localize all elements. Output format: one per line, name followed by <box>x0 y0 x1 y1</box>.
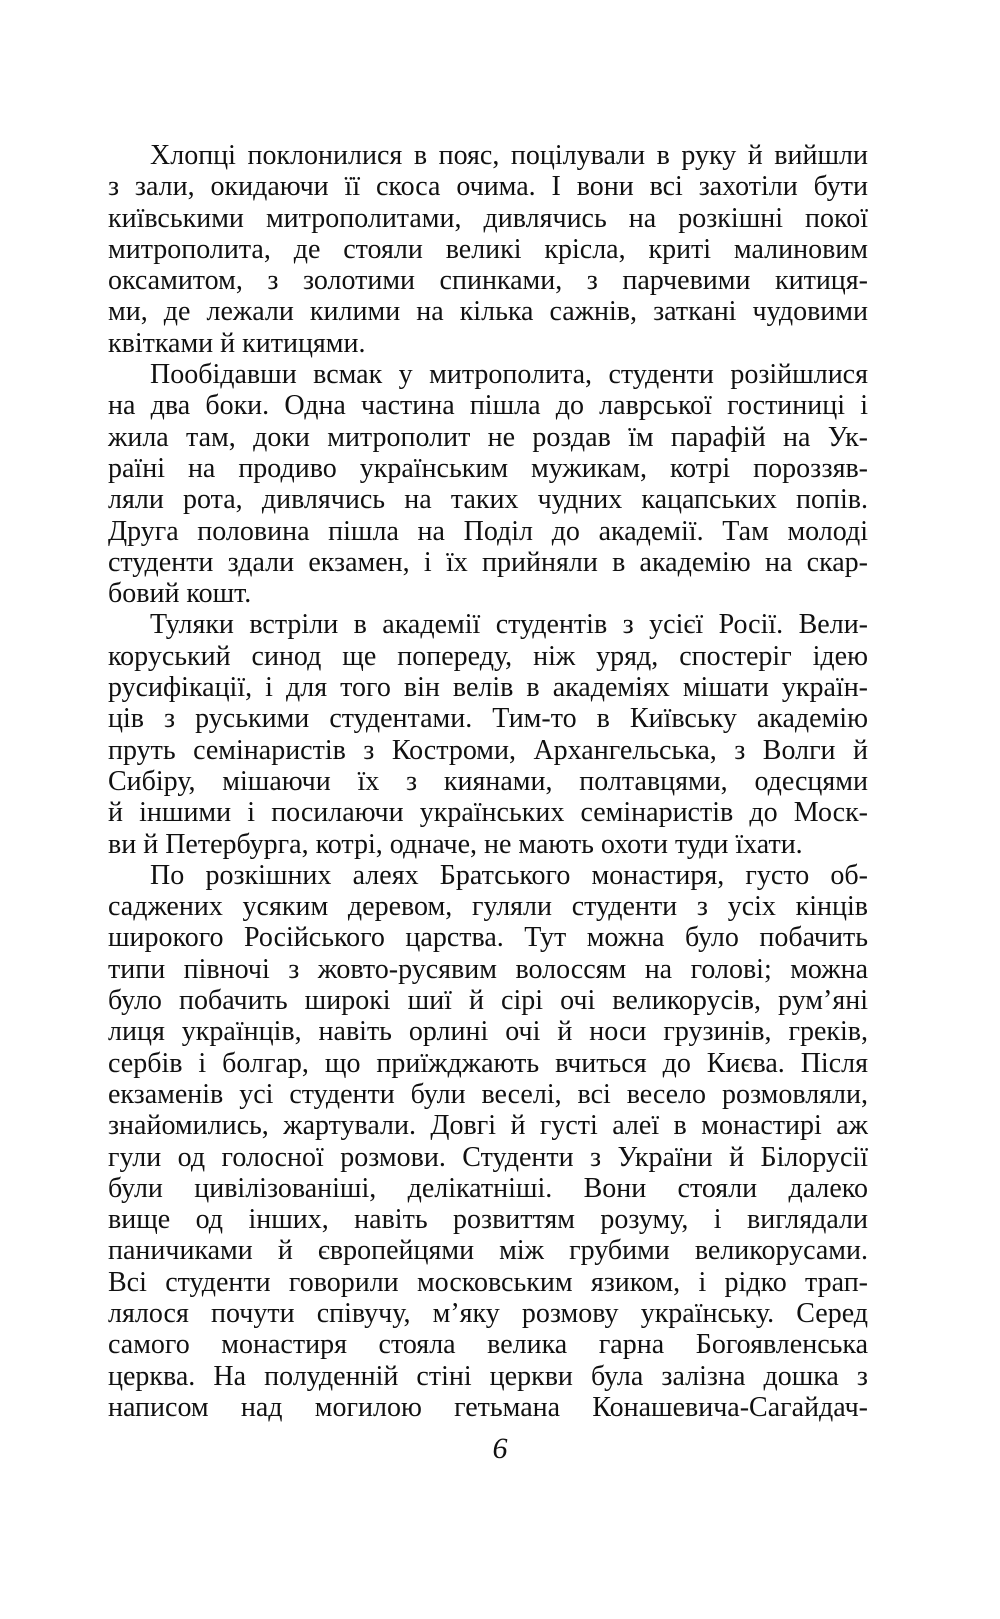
text-line: з зали, окидаючи її скоса очима. І вони всі захотіли бути <box>108 171 868 203</box>
text-line: й іншими і посилаючи українських семінаристів до Моск- <box>108 797 868 829</box>
text-line: широкого Російського царства. Тут можна було побачить <box>108 922 868 954</box>
text-line: сербів і болгар, що приїжджають вчиться до Києва. Після <box>108 1047 868 1079</box>
text-line: квітками й китицями. <box>108 327 366 359</box>
text-line: русифікації, і для того він велів в академіях мішати україн- <box>108 672 868 704</box>
text-line: пруть семінаристів з Костроми, Архангельська, з Волги й <box>108 734 868 766</box>
text-line: ви й Петербурга, котрі, одначе, не мають охоти туди їхати. <box>108 828 803 860</box>
text-line: митрополита, де стояли великі крісла, криті малиновим <box>108 233 868 265</box>
paragraph <box>108 140 868 359</box>
text-line: бовий кошт. <box>108 578 252 610</box>
text-line: гули од голосної розмови. Студенти з України й Білорусії <box>108 1141 868 1173</box>
text-line: на два боки. Одна частина пішла до лаврської гостиниці і <box>108 390 868 422</box>
text-line: Всі студенти говорили московським язиком, і рідко трап- <box>108 1266 868 1298</box>
body-text <box>108 140 868 1423</box>
text-line: раїні на продиво українським мужикам, котрі пороззяв- <box>108 452 868 484</box>
text-line: ми, де лежали килими на кілька сажнів, заткані чудовими <box>108 296 868 328</box>
text-line: лялося почути співучу, м’яку розмову українську. Серед <box>108 1297 868 1329</box>
page-number: 6 <box>492 1432 508 1465</box>
text-line: були цивілізованіші, делікатніші. Вони стояли далеко <box>108 1172 868 1204</box>
text-line: самого монастиря стояла велика гарна Богоявленська <box>108 1329 868 1361</box>
paragraph <box>108 860 868 1423</box>
text-line: По розкішних алеях Братського монастиря, густо об- <box>150 859 868 891</box>
text-line: Друга половина пішла на Поділ до академії. Там молоді <box>108 515 868 547</box>
text-line: жила там, доки митрополит не роздав їм парафій на Ук- <box>108 421 868 453</box>
text-line: паничиками й європейцями між грубими великорусами. <box>108 1235 868 1267</box>
text-line: коруський синод ще попереду, ніж уряд, спостеріг ідею <box>108 640 868 672</box>
text-line: Сибіру, мішаючи їх з киянами, полтавцями, одесцями <box>108 765 868 797</box>
text-line: студенти здали екзамен, і їх прийняли в академію на скар- <box>108 546 868 578</box>
text-line: церква. На полуденній стіні церкви була залізна дошка з <box>108 1360 868 1392</box>
text-line: типи півночі з жовто-русявим волоссям на голові; можна <box>108 953 868 985</box>
text-line: Хлопці поклонилися в пояс, поцілували в руку й вийшли <box>150 140 868 171</box>
text-line: лиця українців, навіть орлині очі й носи грузинів, греків, <box>108 1016 868 1048</box>
paragraph <box>108 359 868 609</box>
text-line: ляли рота, дивлячись на таких чудних кацапських попів. <box>108 484 868 516</box>
text-line: Туляки встріли в академії студентів з усієї Росії. Вели- <box>150 609 868 641</box>
text-line: київськими митрополитами, дивлячись на розкішні покої <box>108 202 868 234</box>
text-line: саджених усяким деревом, гуляли студенти з усіх кінців <box>108 891 868 923</box>
paragraph <box>108 609 868 859</box>
text-line: знайомились, жартували. Довгі й густі алеї в монастирі аж <box>108 1110 868 1142</box>
text-line: вище од інших, навіть розвиттям розуму, і виглядали <box>108 1204 868 1236</box>
text-line: Пообідавши всмак у митрополита, студенти розійшлися <box>150 359 868 391</box>
text-line: ців з руськими студентами. Тим-то в Київську академію <box>108 703 868 735</box>
text-line: написом над могилою гетьмана Конашевича-Сагайдач- <box>108 1391 868 1423</box>
text-line: оксамитом, з золотими спинками, з парчевими китиця- <box>108 265 868 297</box>
text-line: екзаменів усі студенти були веселі, всі весело розмовляли, <box>108 1078 868 1110</box>
text-line: було побачить широкі шиї й сірі очі великорусів, рум’яні <box>108 985 868 1017</box>
